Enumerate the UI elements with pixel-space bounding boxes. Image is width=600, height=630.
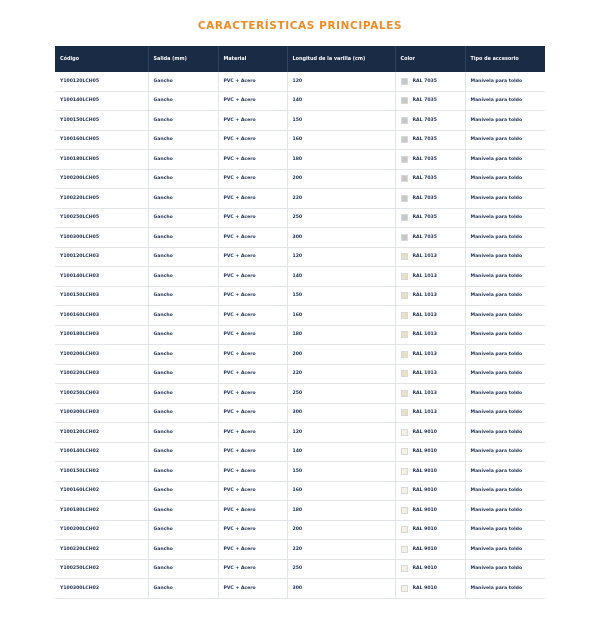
color-swatch	[401, 156, 408, 163]
cell-codigo: Y100250LCH02	[55, 559, 148, 579]
cell-tipo-accesorio: Manivela para toldo	[465, 384, 545, 404]
color-swatch	[401, 97, 408, 104]
color-swatch	[401, 312, 408, 319]
color-label: RAL 1013	[412, 312, 437, 318]
cell-color	[395, 423, 465, 443]
cell-tipo-accesorio: Manivela para toldo	[465, 462, 545, 482]
cell-tipo-accesorio: Manivela para toldo	[465, 520, 545, 540]
cell-material: PVC + Acero	[218, 403, 287, 423]
cell-salida: Gancho	[148, 384, 218, 404]
cell-codigo: Y100300LCH05	[55, 228, 148, 248]
cell-material: PVC + Acero	[218, 150, 287, 170]
cell-color	[395, 520, 465, 540]
cell-salida: Gancho	[148, 130, 218, 150]
color-label: RAL 7035	[412, 117, 437, 123]
cell-color	[395, 325, 465, 345]
color-label: RAL 7035	[412, 137, 437, 143]
color-swatch	[401, 409, 408, 416]
cell-color	[395, 150, 465, 170]
cell-longitud: 250	[287, 384, 395, 404]
cell-codigo: Y100300LCH02	[55, 579, 148, 599]
table-row	[55, 520, 545, 540]
color-label: RAL 1013	[412, 390, 437, 396]
cell-material: PVC + Acero	[218, 345, 287, 365]
cell-salida: Gancho	[148, 462, 218, 482]
cell-color	[395, 559, 465, 579]
cell-salida: Gancho	[148, 520, 218, 540]
cell-color	[395, 130, 465, 150]
cell-longitud: 150	[287, 462, 395, 482]
color-swatch	[401, 78, 408, 85]
color-label: RAL 1013	[412, 410, 437, 416]
color-label: RAL 1013	[412, 254, 437, 260]
color-label: RAL 1013	[412, 273, 437, 279]
cell-codigo: Y100120LCH05	[55, 72, 148, 91]
cell-tipo-accesorio: Manivela para toldo	[465, 481, 545, 501]
cell-salida: Gancho	[148, 286, 218, 306]
cell-tipo-accesorio: Manivela para toldo	[465, 208, 545, 228]
cell-tipo-accesorio: Manivela para toldo	[465, 540, 545, 560]
cell-color	[395, 501, 465, 521]
color-label: RAL 1013	[412, 351, 437, 357]
cell-longitud: 150	[287, 111, 395, 131]
header-color: Color	[395, 46, 465, 72]
color-swatch	[401, 487, 408, 494]
header-codigo: Código	[55, 46, 148, 72]
header-row	[55, 46, 545, 72]
color-swatch	[401, 429, 408, 436]
cell-material: PVC + Acero	[218, 208, 287, 228]
cell-material: PVC + Acero	[218, 72, 287, 91]
cell-color	[395, 462, 465, 482]
color-swatch	[401, 273, 408, 280]
cell-codigo: Y100300LCH03	[55, 403, 148, 423]
cell-tipo-accesorio: Manivela para toldo	[465, 169, 545, 189]
cell-color	[395, 72, 465, 91]
cell-material: PVC + Acero	[218, 91, 287, 111]
color-label: RAL 9010	[412, 585, 437, 591]
cell-color	[395, 286, 465, 306]
table-row	[55, 150, 545, 170]
table-row	[55, 267, 545, 287]
cell-color	[395, 189, 465, 209]
cell-material: PVC + Acero	[218, 169, 287, 189]
cell-material: PVC + Acero	[218, 111, 287, 131]
cell-color	[395, 228, 465, 248]
cell-salida: Gancho	[148, 247, 218, 267]
cell-codigo: Y100160LCH03	[55, 306, 148, 326]
cell-salida: Gancho	[148, 91, 218, 111]
cell-codigo: Y100120LCH03	[55, 247, 148, 267]
cell-color	[395, 579, 465, 599]
cell-codigo: Y100140LCH03	[55, 267, 148, 287]
table-body	[55, 72, 545, 598]
cell-salida: Gancho	[148, 325, 218, 345]
cell-longitud: 200	[287, 169, 395, 189]
cell-longitud: 200	[287, 520, 395, 540]
header-salida: Salida (mm)	[148, 46, 218, 72]
table-row	[55, 501, 545, 521]
cell-longitud: 220	[287, 189, 395, 209]
table-row	[55, 72, 545, 91]
color-label: RAL 9010	[412, 488, 437, 494]
cell-codigo: Y100160LCH05	[55, 130, 148, 150]
color-swatch	[401, 448, 408, 455]
cell-codigo: Y100200LCH03	[55, 345, 148, 365]
cell-material: PVC + Acero	[218, 559, 287, 579]
cell-codigo: Y100150LCH02	[55, 462, 148, 482]
color-swatch	[401, 390, 408, 397]
cell-codigo: Y100180LCH05	[55, 150, 148, 170]
cell-codigo: Y100200LCH05	[55, 169, 148, 189]
cell-salida: Gancho	[148, 267, 218, 287]
cell-codigo: Y100220LCH02	[55, 540, 148, 560]
cell-tipo-accesorio: Manivela para toldo	[465, 579, 545, 599]
color-swatch	[401, 507, 408, 514]
color-label: RAL 9010	[412, 566, 437, 572]
cell-color	[395, 403, 465, 423]
cell-salida: Gancho	[148, 150, 218, 170]
cell-longitud: 220	[287, 364, 395, 384]
table-row	[55, 559, 545, 579]
color-swatch	[401, 565, 408, 572]
color-label: RAL 7035	[412, 195, 437, 201]
table-row	[55, 286, 545, 306]
color-label: RAL 9010	[412, 449, 437, 455]
color-swatch	[401, 214, 408, 221]
table-row	[55, 481, 545, 501]
cell-codigo: Y100150LCH05	[55, 111, 148, 131]
cell-material: PVC + Acero	[218, 540, 287, 560]
cell-longitud: 300	[287, 579, 395, 599]
header-longitud: Longitud de la varilla (cm)	[287, 46, 395, 72]
cell-material: PVC + Acero	[218, 462, 287, 482]
cell-longitud: 120	[287, 423, 395, 443]
cell-material: PVC + Acero	[218, 481, 287, 501]
table-row	[55, 579, 545, 599]
color-label: RAL 7035	[412, 156, 437, 162]
color-swatch	[401, 370, 408, 377]
table-row	[55, 403, 545, 423]
cell-salida: Gancho	[148, 189, 218, 209]
cell-salida: Gancho	[148, 208, 218, 228]
cell-color	[395, 306, 465, 326]
table-row	[55, 169, 545, 189]
specs-table	[55, 46, 545, 599]
color-swatch	[401, 585, 408, 592]
cell-material: PVC + Acero	[218, 286, 287, 306]
cell-tipo-accesorio: Manivela para toldo	[465, 442, 545, 462]
cell-material: PVC + Acero	[218, 189, 287, 209]
cell-tipo-accesorio: Manivela para toldo	[465, 247, 545, 267]
cell-salida: Gancho	[148, 169, 218, 189]
cell-color	[395, 91, 465, 111]
color-label: RAL 1013	[412, 332, 437, 338]
cell-tipo-accesorio: Manivela para toldo	[465, 306, 545, 326]
cell-tipo-accesorio: Manivela para toldo	[465, 267, 545, 287]
cell-longitud: 160	[287, 306, 395, 326]
cell-longitud: 220	[287, 540, 395, 560]
cell-salida: Gancho	[148, 72, 218, 91]
cell-tipo-accesorio: Manivela para toldo	[465, 91, 545, 111]
table-row	[55, 189, 545, 209]
cell-tipo-accesorio: Manivela para toldo	[465, 111, 545, 131]
color-swatch	[401, 546, 408, 553]
table-row	[55, 111, 545, 131]
cell-longitud: 300	[287, 403, 395, 423]
color-label: RAL 7035	[412, 176, 437, 182]
color-swatch	[401, 253, 408, 260]
cell-codigo: Y100180LCH03	[55, 325, 148, 345]
cell-codigo: Y100140LCH05	[55, 91, 148, 111]
cell-longitud: 140	[287, 442, 395, 462]
cell-salida: Gancho	[148, 540, 218, 560]
cell-material: PVC + Acero	[218, 228, 287, 248]
cell-salida: Gancho	[148, 306, 218, 326]
cell-codigo: Y100250LCH05	[55, 208, 148, 228]
table-row	[55, 384, 545, 404]
cell-salida: Gancho	[148, 403, 218, 423]
cell-codigo: Y100150LCH03	[55, 286, 148, 306]
cell-material: PVC + Acero	[218, 579, 287, 599]
cell-longitud: 300	[287, 228, 395, 248]
table-row	[55, 345, 545, 365]
color-label: RAL 7035	[412, 78, 437, 84]
color-swatch	[401, 331, 408, 338]
cell-salida: Gancho	[148, 111, 218, 131]
color-swatch	[401, 351, 408, 358]
cell-codigo: Y100140LCH02	[55, 442, 148, 462]
cell-longitud: 150	[287, 286, 395, 306]
color-label: RAL 7035	[412, 98, 437, 104]
cell-color	[395, 267, 465, 287]
cell-codigo: Y100200LCH02	[55, 520, 148, 540]
cell-codigo: Y100220LCH05	[55, 189, 148, 209]
cell-color	[395, 384, 465, 404]
cell-color	[395, 442, 465, 462]
color-label: RAL 1013	[412, 293, 437, 299]
header-tipo-accesorio: Tipo de accesorio	[465, 46, 545, 72]
cell-tipo-accesorio: Manivela para toldo	[465, 228, 545, 248]
cell-salida: Gancho	[148, 345, 218, 365]
cell-material: PVC + Acero	[218, 442, 287, 462]
table-row	[55, 228, 545, 248]
cell-longitud: 200	[287, 345, 395, 365]
cell-tipo-accesorio: Manivela para toldo	[465, 286, 545, 306]
cell-longitud: 160	[287, 481, 395, 501]
table-row	[55, 208, 545, 228]
color-label: RAL 1013	[412, 371, 437, 377]
cell-material: PVC + Acero	[218, 364, 287, 384]
cell-color	[395, 481, 465, 501]
table-row	[55, 247, 545, 267]
cell-material: PVC + Acero	[218, 130, 287, 150]
cell-tipo-accesorio: Manivela para toldo	[465, 423, 545, 443]
cell-longitud: 250	[287, 559, 395, 579]
cell-salida: Gancho	[148, 559, 218, 579]
cell-color	[395, 247, 465, 267]
table-row	[55, 91, 545, 111]
color-swatch	[401, 175, 408, 182]
cell-tipo-accesorio: Manivela para toldo	[465, 150, 545, 170]
color-swatch	[401, 234, 408, 241]
cell-longitud: 250	[287, 208, 395, 228]
cell-longitud: 160	[287, 130, 395, 150]
cell-color	[395, 208, 465, 228]
header-material: Material	[218, 46, 287, 72]
color-swatch	[401, 292, 408, 299]
color-label: RAL 9010	[412, 507, 437, 513]
cell-tipo-accesorio: Manivela para toldo	[465, 345, 545, 365]
cell-color	[395, 345, 465, 365]
cell-tipo-accesorio: Manivela para toldo	[465, 403, 545, 423]
cell-tipo-accesorio: Manivela para toldo	[465, 130, 545, 150]
cell-codigo: Y100250LCH03	[55, 384, 148, 404]
color-label: RAL 7035	[412, 215, 437, 221]
cell-longitud: 140	[287, 91, 395, 111]
table-row	[55, 462, 545, 482]
cell-material: PVC + Acero	[218, 384, 287, 404]
cell-material: PVC + Acero	[218, 423, 287, 443]
cell-tipo-accesorio: Manivela para toldo	[465, 364, 545, 384]
cell-longitud: 180	[287, 501, 395, 521]
table-row	[55, 325, 545, 345]
cell-longitud: 180	[287, 150, 395, 170]
cell-codigo: Y100160LCH02	[55, 481, 148, 501]
color-label: RAL 9010	[412, 468, 437, 474]
table-row	[55, 130, 545, 150]
color-swatch	[401, 136, 408, 143]
color-swatch	[401, 468, 408, 475]
cell-tipo-accesorio: Manivela para toldo	[465, 501, 545, 521]
cell-longitud: 140	[287, 267, 395, 287]
cell-material: PVC + Acero	[218, 267, 287, 287]
color-label: RAL 9010	[412, 527, 437, 533]
cell-color	[395, 169, 465, 189]
cell-salida: Gancho	[148, 228, 218, 248]
cell-salida: Gancho	[148, 579, 218, 599]
table-row	[55, 364, 545, 384]
cell-material: PVC + Acero	[218, 306, 287, 326]
cell-codigo: Y100220LCH03	[55, 364, 148, 384]
cell-tipo-accesorio: Manivela para toldo	[465, 189, 545, 209]
color-label: RAL 7035	[412, 234, 437, 240]
cell-longitud: 120	[287, 247, 395, 267]
cell-tipo-accesorio: Manivela para toldo	[465, 72, 545, 91]
cell-tipo-accesorio: Manivela para toldo	[465, 559, 545, 579]
page-title: CARACTERÍSTICAS PRINCIPALES	[197, 20, 403, 32]
color-label: RAL 9010	[412, 546, 437, 552]
cell-tipo-accesorio: Manivela para toldo	[465, 325, 545, 345]
cell-longitud: 120	[287, 72, 395, 91]
cell-color	[395, 540, 465, 560]
cell-material: PVC + Acero	[218, 501, 287, 521]
table-row	[55, 423, 545, 443]
color-swatch	[401, 195, 408, 202]
cell-material: PVC + Acero	[218, 520, 287, 540]
cell-codigo: Y100180LCH02	[55, 501, 148, 521]
cell-codigo: Y100120LCH02	[55, 423, 148, 443]
table-row	[55, 442, 545, 462]
cell-salida: Gancho	[148, 423, 218, 443]
cell-salida: Gancho	[148, 501, 218, 521]
cell-color	[395, 364, 465, 384]
cell-material: PVC + Acero	[218, 247, 287, 267]
cell-longitud: 180	[287, 325, 395, 345]
color-swatch	[401, 117, 408, 124]
color-label: RAL 9010	[412, 429, 437, 435]
table-header	[55, 46, 545, 72]
color-swatch	[401, 526, 408, 533]
cell-salida: Gancho	[148, 364, 218, 384]
cell-salida: Gancho	[148, 481, 218, 501]
table-row	[55, 540, 545, 560]
cell-salida: Gancho	[148, 442, 218, 462]
table-row	[55, 306, 545, 326]
cell-material: PVC + Acero	[218, 325, 287, 345]
cell-color	[395, 111, 465, 131]
